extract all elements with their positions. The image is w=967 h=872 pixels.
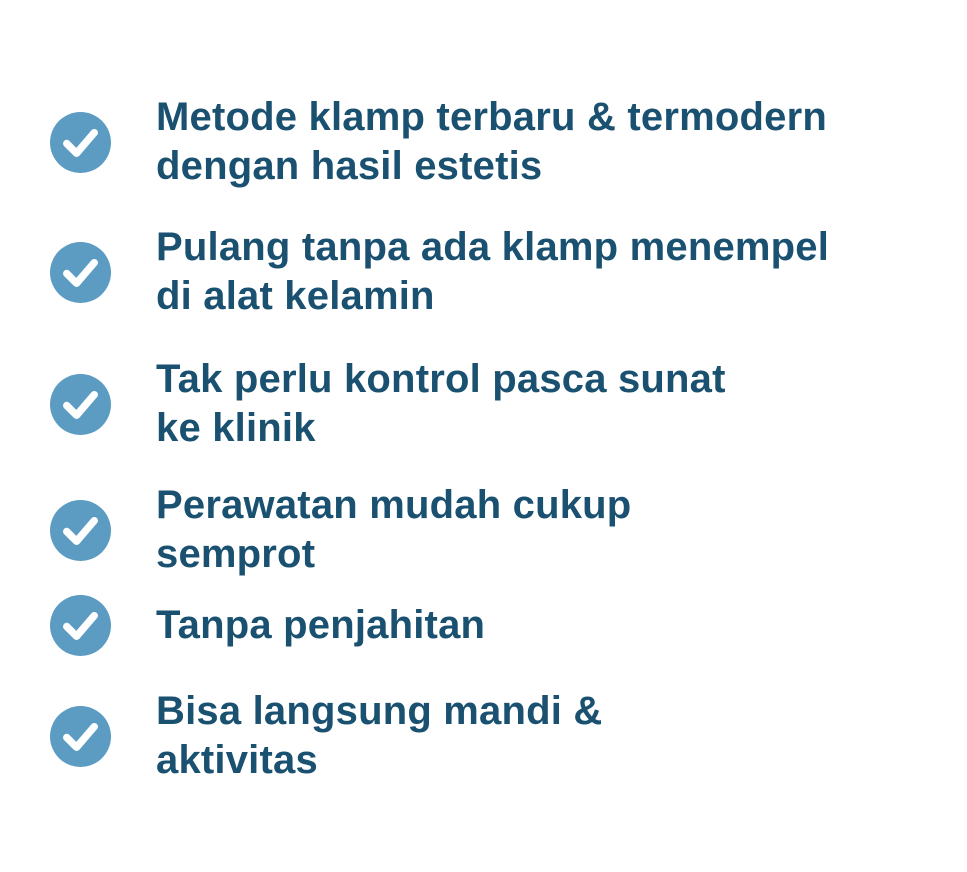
check-circle-icon <box>50 706 111 767</box>
text-line: Perawatan mudah cukup <box>156 483 632 527</box>
checklist-item-text <box>156 355 726 453</box>
text-line: di alat kelamin <box>156 274 435 318</box>
check-circle-icon <box>50 112 111 173</box>
checklist-item <box>50 687 927 785</box>
check-circle-icon <box>50 242 111 303</box>
checklist-item-text <box>156 601 485 650</box>
text-line: Bisa langsung mandi & <box>156 689 603 733</box>
text-line: aktivitas <box>156 738 318 782</box>
check-circle-icon <box>50 500 111 561</box>
text-line: ke klinik <box>156 406 316 450</box>
checklist-item-text <box>156 93 827 191</box>
text-line: semprot <box>156 532 316 576</box>
checklist-item <box>50 595 927 656</box>
checklist-item-text <box>156 687 603 785</box>
checklist-item <box>50 481 927 579</box>
checklist-item <box>50 93 927 191</box>
check-circle-icon <box>50 595 111 656</box>
text-line: dengan hasil estetis <box>156 144 543 188</box>
checklist-item-text <box>156 223 829 321</box>
checklist-item <box>50 355 927 453</box>
text-line: Tanpa penjahitan <box>156 603 486 647</box>
text-line: Pulang tanpa ada klamp menempel <box>156 225 830 269</box>
text-line: Metode klamp terbaru & termodern <box>156 95 827 139</box>
check-circle-icon <box>50 374 111 435</box>
text-line: Tak perlu kontrol pasca sunat <box>156 357 726 401</box>
checklist-item <box>50 223 927 321</box>
checklist-item-text <box>156 481 631 579</box>
